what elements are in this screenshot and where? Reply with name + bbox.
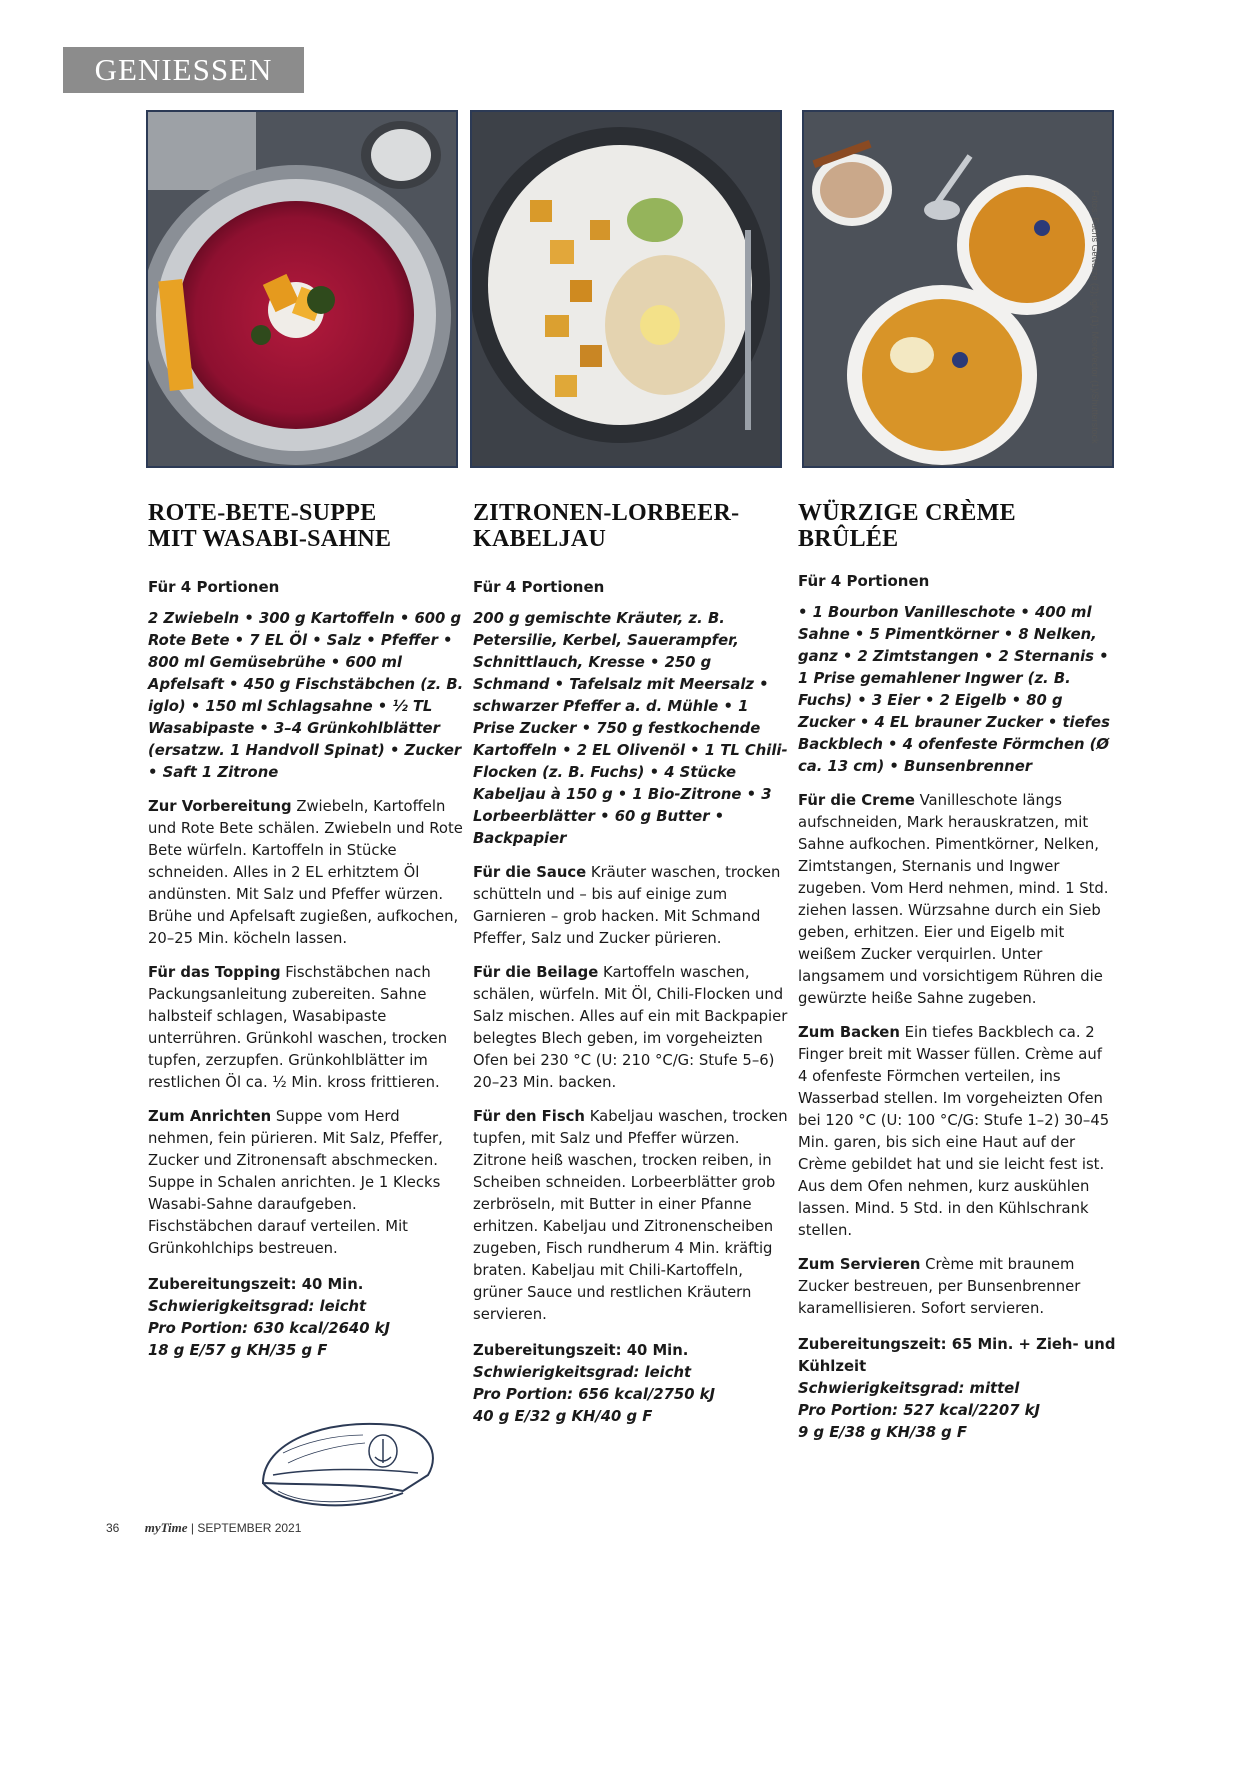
recipe-ingredients: 200 g gemischte Kräuter, z. B. Petersilie, Kerbel, Sauerampfer, Schnittlauch, Kresse • 250 g Schmand • Tafelsalz mit Meersalz • schwarzer Pfeffer a. d. Mühle • 1 Prise Zucker • 750 g festkochende Kartoffeln • 2 EL Olivenöl • 1 TL Chili-Flocken (z. B. Fuchs) • 4 Stücke Kabeljau à 150 g • 1 Bio-Zitrone • 3 Lorbeerblätter • 60 g Butter • Backpapier [473,610,788,847]
recipe-ingredients: 2 Zwiebeln • 300 g Kartoffeln • 600 g Rote Bete • 7 EL Öl • Salz • Pfeffer • 800 ml Gemüsebrühe • 600 ml Apfelsaft • 450 g Fischstäbchen (z. B. iglo) • 150 ml Schlagsahne • ½ TL Wasabipaste • 3–4 Grünkohlblätter (ersatzw. 1 Handvoll Spinat) • Zucker • Saft 1 Zitrone [148,610,464,781]
recipe-title: WÜRZIGE CRÈME BRÛLÉE [798,500,1016,552]
recipe-column-1 [148,500,466,1362]
recipe-step: Zum Servieren Crème mit braunem Zucker bestreuen, per Bunsenbrenner karamellisieren. Sofort servieren. [798,1256,1081,1317]
magazine-name: myTime [144,1520,188,1535]
recipe-portions: Für 4 Portionen [798,572,930,590]
issue-date: | SEPTEMBER 2021 [190,1521,302,1535]
recipe-step: Für das Topping Fischstäbchen nach Packungsanleitung zubereiten. Sahne halbsteif schlagen, Wasabipaste unterrühren. Grünkohl waschen, trocken tupfen, zerzupfen. Grünkohlblätter im restlichen Öl ca. ½ Min. kross frittieren. [148,964,448,1091]
recipe-step: Zur Vorbereitung Zwiebeln, Kartoffeln und Rote Bete schälen. Zwiebeln und Rote Bete würfeln. Kartoffeln in Stücke schneiden. Alles in 2 EL erhitztem Öl andünsten. Mit Salz und Pfeffer würzen. Brühe und Apfelsaft zugießen, aufkochen, 20–25 Min. köcheln lassen. [148,798,463,947]
photo-creme-brulee [802,110,1114,468]
recipe-info: Zubereitungszeit: 65 Min. + Zieh- und Kühlzeit Schwierigkeitsgrad: mittel Pro Portion: 527 kcal/2207 kJ 9 g E/38 g KH/38 g F [798,1336,1116,1441]
recipe-info: Zubereitungszeit: 40 Min. Schwierigkeitsgrad: leicht Pro Portion: 656 kcal/2750 kJ 40 g E/32 g KH/40 g F [473,1342,716,1425]
recipe-ingredients: • 1 Bourbon Vanilleschote • 400 ml Sahne • 5 Pimentkörner • 8 Nelken, ganz • 2 Zimtstangen • 2 Sternanis • 1 Prise gemahlener Ingwer (z. B. Fuchs) • 3 Eier • 2 Eigelb • 80 g Zucker • 4 EL brauner Zucker • tiefes Backblech • 4 ofenfeste Förmchen (Ø ca. 13 cm) • Bunsenbrenner [798,604,1110,775]
recipe-step: Für die Sauce Kräuter waschen, trocken schütteln und – bis auf einige zum Garnieren – grob hacken. Mit Schmand Pfeffer, Salz und Zucker pürieren. [473,864,781,947]
recipe-step: Zum Backen Ein tiefes Backblech ca. 2 Finger breit mit Wasser füllen. Crème auf 4 ofenfeste Förmchen verteilen, ins Wasserbad stellen. Im vorgeheizten Ofen bei 120 °C (U: 100 °C/G: Stufe 1–2) 30–45 Min. garen, bis sich eine Haut auf der Crème gebildet hat und sie leicht fest ist. Aus dem Ofen nehmen, kurz auskühlen lassen. Mind. 5 Std. in den Kühlschrank stellen. [798,1024,1110,1239]
recipe-step: Für den Fisch Kabeljau waschen, trocken tupfen, mit Salz und Pfeffer würzen. Zitrone heiß waschen, trocken reiben, in Scheiben schneiden. Lorbeerblätter grob zerbröseln, mit Butter in einer Pfanne erhitzen. Kabeljau und Zitronenscheiben zugeben, Fisch rundherum 4 Min. kräftig braten. Kabeljau mit Chili-Kartoffeln, grüner Sauce und restlichen Kräutern servieren. [473,1108,788,1323]
recipe-step: Zum Anrichten Suppe vom Herd nehmen, fein pürieren. Mit Salz, Pfeffer, Zucker und Zitronensaft abschmecken. Suppe in Schalen anrichten. Je 1 Klecks Wasabi-Sahne daraufgeben. Fischstäbchen darauf verteilen. Mit Grünkohlchips bestreuen. [148,1108,443,1257]
recipe-step: Für die Creme Vanilleschote längs aufschneiden, Mark herauskratzen, mit Sahne aufkochen. Pimentkörner, Nelken, Zimtstangen, Sternanis und Ingwer zugeben. Vom Herd nehmen, mind. 1 Std. ziehen lassen. Würzsahne durch ein Sieb geben, erhitzen. Eier und Eigelb mit weißem Zucker verquirlen. Unter langsamem und vorsichtigem Rühren die gewürzte heiße Sahne zugeben. [798,792,1109,1007]
recipe-step: Für die Beilage Kartoffeln waschen, schälen, würfeln. Mit Öl, Chili-Flocken und Salz mischen. Alles auf ein mit Backpapier belegtes Blech geben, im vorgeheizten Ofen bei 230 °C (U: 210 °C/G: Stufe 5–6) 20–23 Min. backen. [473,964,788,1091]
beet-soup-image [146,110,458,468]
photo-cod [470,110,782,468]
recipe-portions: Für 4 Portionen [148,578,280,596]
recipe-title: ROTE-BETE-SUPPE MIT WASABI-SAHNE [148,500,392,552]
photo-beet-soup [146,110,458,468]
cod-image [470,110,782,468]
section-tag: GENIESSEN [63,47,304,93]
recipe-column-2 [473,500,791,1428]
recipe-title: ZITRONEN-LORBEER- KABELJAU [473,500,740,552]
photo-credit: Fotos: Fuchs Gewürze (2); iglo (1); MoreVector (1)/Shutterstock [1090,190,1100,444]
page-number: 36 [106,1521,120,1535]
recipe-column-3 [798,500,1116,1444]
captain-hat-illustration [243,1413,443,1518]
creme-brulee-image [802,110,1114,468]
recipe-portions: Für 4 Portionen [473,578,605,596]
recipe-info: Zubereitungszeit: 40 Min. Schwierigkeitsgrad: leicht Pro Portion: 630 kcal/2640 kJ 18 g E/57 g KH/35 g F [148,1276,391,1359]
page-footer [106,1520,301,1536]
